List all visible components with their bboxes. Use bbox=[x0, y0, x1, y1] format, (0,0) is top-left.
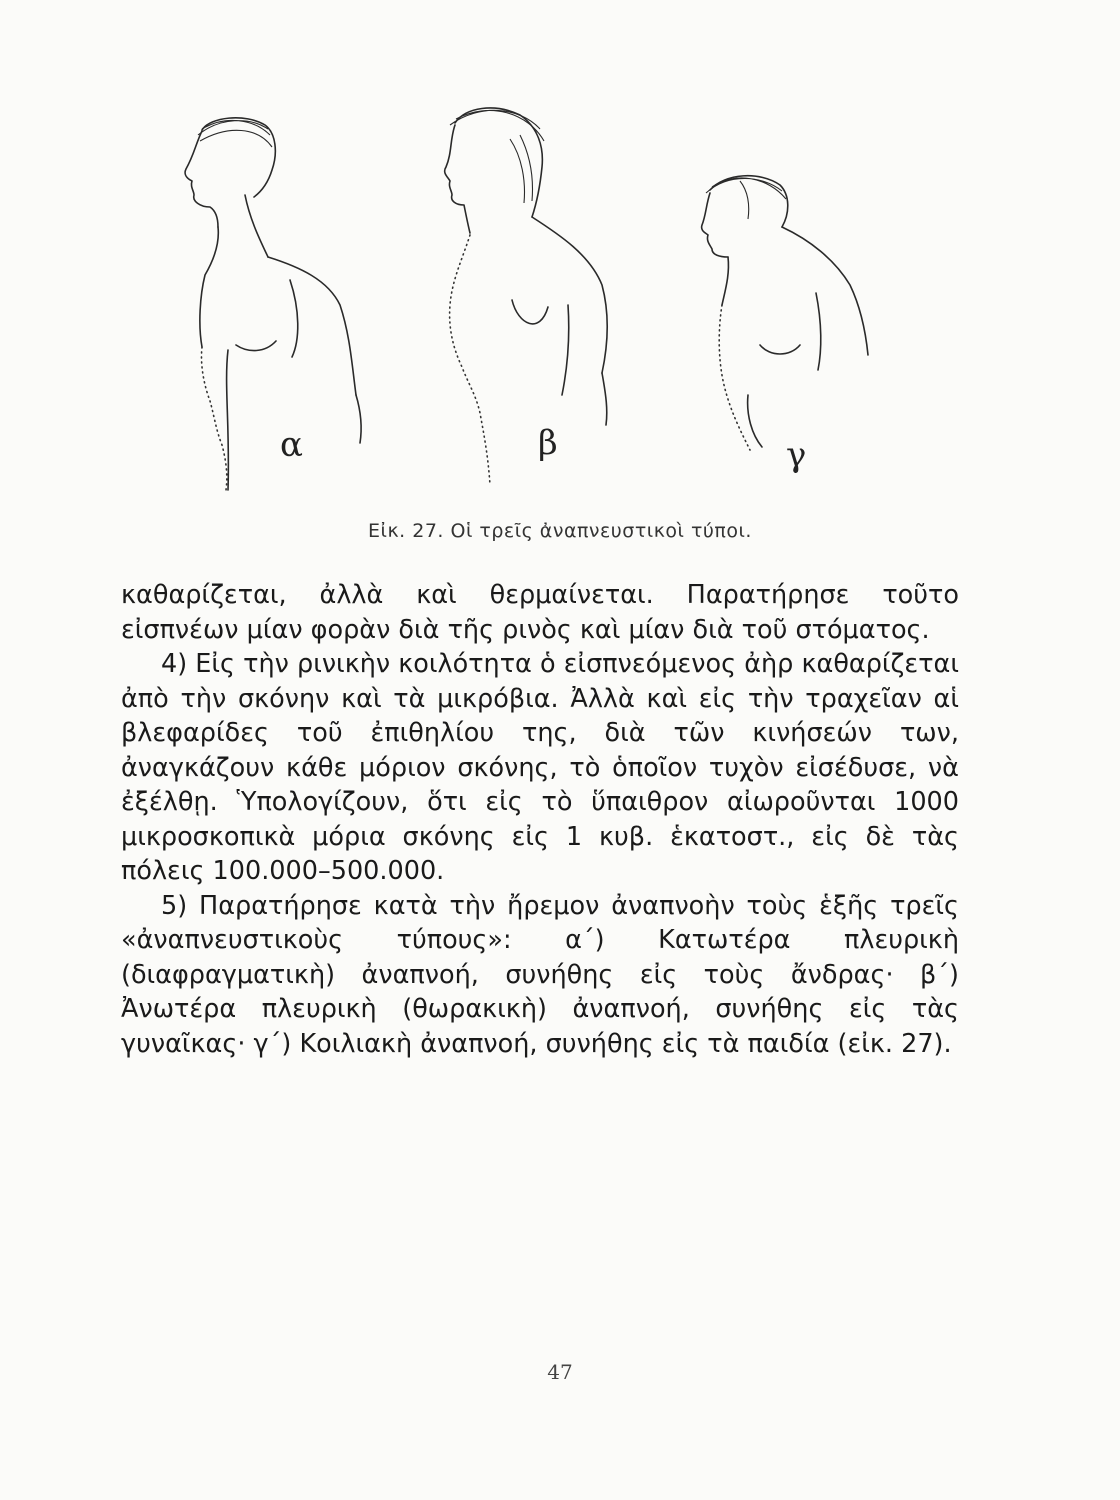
figure-caption: Εἰκ. 27. Οἱ τρεῖς ἀναπνευστικοὶ τύποι. bbox=[368, 520, 752, 542]
figure-gamma-child bbox=[702, 176, 868, 450]
page-number: 47 bbox=[547, 1360, 573, 1384]
label-gamma: γ bbox=[786, 435, 807, 475]
label-alpha: α bbox=[280, 425, 303, 465]
figure-breathing-types bbox=[150, 95, 950, 505]
figure-alpha-man bbox=[185, 118, 361, 490]
paragraph-continuation: καθαρίζεται, ἀλλὰ καὶ θερμαίνεται. Παρατήρησε τοῦτο εἰσπνέων μίαν φορὰν διὰ τῆς ρινὸς καὶ μίαν διὰ τοῦ στόματος. bbox=[121, 580, 959, 645]
figure-beta-woman bbox=[445, 108, 608, 485]
body-text bbox=[121, 578, 959, 1061]
paragraph-4: 4) Εἰς τὴν ρινικὴν κοιλότητα ὁ εἰσπνεόμενος ἀὴρ καθαρίζεται ἀπὸ τὴν σκόνην καὶ τὰ μικρόβια. Ἀλλὰ καὶ εἰς τὴν τραχεῖαν αἱ βλεφαρίδες τοῦ ἐπιθηλίου της, διὰ τῶν κινήσεών των, ἀναγκάζουν κάθε μόριον σκόνης, τὸ ὁποῖον τυχὸν εἰσέδυσε, νὰ ἐξέλθῃ. Ὑπολογίζουν, ὅτι εἰς τὸ ὕπαιθρον αἰωροῦνται 1000 μικροσκοπικὰ μόρια σκόνης εἰς 1 κυβ. ἑκατοστ., εἰς δὲ τὰς πόλεις 100.000–500.000. bbox=[121, 649, 959, 886]
label-beta: β bbox=[538, 423, 558, 463]
paragraph-5: 5) Παρατήρησε κατὰ τὴν ἤρεμον ἀναπνοὴν τοὺς ἑξῆς τρεῖς «ἀναπνευστικοὺς τύπους»: α΄) Κατωτέρα πλευρικὴ (διαφραγματικὴ) ἀναπνοή, συνήθης εἰς τοὺς ἄνδρας· β΄) Ἀνωτέρα πλευρικὴ (θωρακικὴ) ἀναπνοή, συνήθης εἰς τὰς γυναῖκας· γ΄) Κοιλιακὴ ἀναπνοή, συνήθης εἰς τὰ παιδία (εἰκ. 27). bbox=[121, 890, 959, 1059]
